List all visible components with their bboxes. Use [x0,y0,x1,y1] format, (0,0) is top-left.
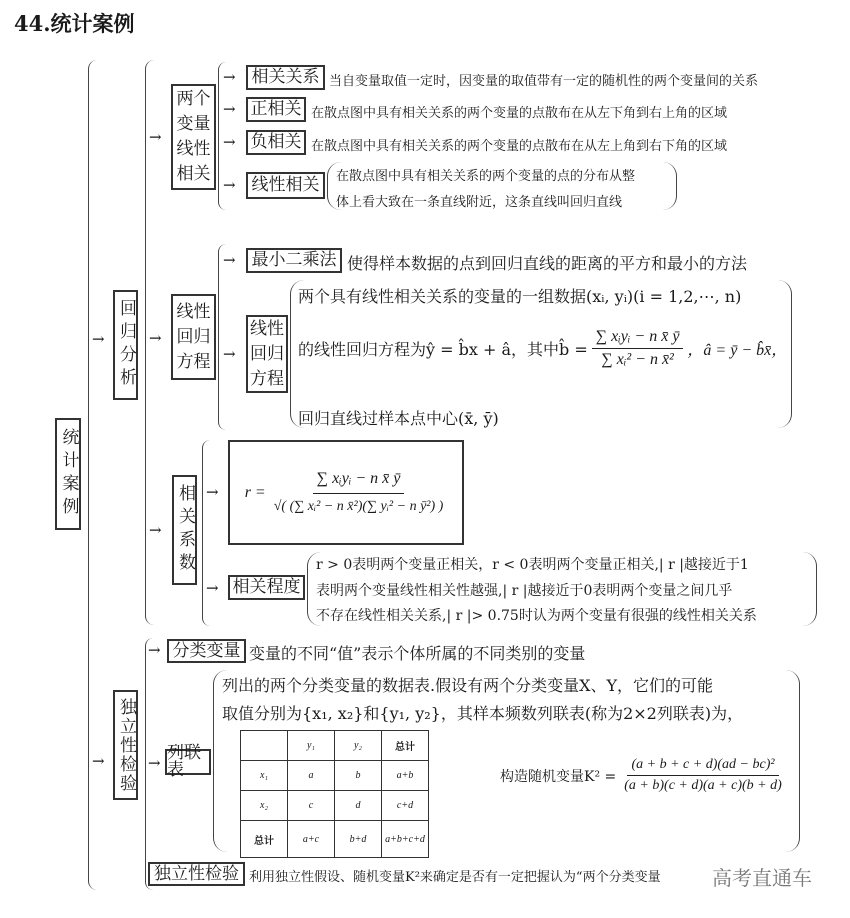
term-desc: 在散点图中具有相关关系的两个变量的点散布在从左下角到右上角的区域 [311,106,728,121]
degree-line: 不存在线性相关关系,| r |> 0.75时认为两个变量有很强的线性相关关系 [316,608,757,624]
r-fraction [270,471,448,514]
arrow-icon: → [92,330,105,348]
table-cell: a+c [288,821,335,858]
term-box [167,639,246,663]
r-formula-box [228,440,464,545]
table-cell: 总计 [241,821,288,858]
table-row [241,791,429,821]
table-cell: 总计 [382,731,429,761]
term-label: 线性回归方程 [250,318,284,389]
table-cell: y₁ [288,731,335,761]
table-cell: a [288,761,335,791]
b-hat-numerator: ∑ xᵢyᵢ − n x̄ ȳ [592,328,684,349]
group3-brace [202,440,210,626]
linear-correlation-label: 两个变量线性相关 [176,89,211,184]
table-cell: b+d [335,821,382,858]
term-box [228,575,305,600]
b-hat-fraction [592,328,684,369]
term-label: 线性相关 [251,175,320,195]
contingency-line: 取值分别为{x₁, x₂}和{y₁, y₂}，其样本频数列联表(称为2×2列联表)为， [222,704,744,723]
equation-line-2 [298,328,787,369]
term-label: 分类变量 [172,640,241,661]
table-cell: y₂ [335,731,382,761]
independence-label: 独立性检验 [116,697,136,793]
k2-fraction [620,757,786,794]
term-desc: 在散点图中具有相关关系的两个变量的点散布在从左上角到右下角的区域 [311,139,728,154]
r-numerator: ∑ xᵢyᵢ − n x̄ ȳ [313,471,405,494]
k2-denominator: (a + b)(c + d)(a + c)(b + d) [624,778,782,793]
term-label: 列联表 [167,743,201,780]
a-hat-formula: ，â = ȳ − b̂x̄， [687,342,788,359]
watermark: 高考直通车 [712,862,812,891]
term-box [246,248,342,273]
table-row [241,761,429,791]
term-label: 正相关 [250,99,302,119]
term-desc: 变量的不同“值”表示个体所属的不同类别的变量 [249,644,586,663]
equation-prefix: 的线性回归方程为ŷ = b̂x + â，其中b̂ = [298,340,588,359]
r-prefix: r = [244,483,266,501]
table-header-row [241,731,429,761]
table-cell [241,731,288,761]
term-desc: 体上看大致在一条直线附近，这条直线叫回归直线 [336,195,623,210]
regression-label: 回归分析 [116,299,136,391]
term-desc: 在散点图中具有相关关系的两个变量的点的分布从整 [336,169,636,184]
page-title: 44.统计案例 [14,11,135,36]
term-box [246,65,325,90]
arrow-icon: → [149,521,162,539]
b-hat-denominator: ∑ xᵢ² − n x̄² [601,351,674,368]
regression-node [113,290,138,400]
arrow-icon: → [92,752,105,770]
term-label: 相关程度 [232,577,301,597]
arrow-icon: → [223,345,236,363]
equation-line-1: 两个具有线性相关关系的变量的一组数据(xᵢ, yᵢ)(i = 1,2,⋯, n) [298,287,742,306]
k2-numerator: (a + b + c + d)(ad − bc)² [627,757,778,776]
arrow-icon: → [206,579,219,597]
arrow-icon: → [149,329,162,347]
term-label: 负相关 [250,132,302,152]
term-box [165,743,211,780]
k2-prefix: 构造随机变量K² = [500,768,617,785]
arrow-icon: → [223,68,236,86]
contingency-table [240,730,429,858]
group2-brace [218,244,226,430]
root-label: 统计案例 [58,428,79,520]
term-desc: 利用独立性假设、随机变量K²来确定是否有一定把握认为“两个分类变量 [249,870,661,885]
linear-correlation-node [171,84,216,190]
degree-line: 表明两个变量线性相关性越强,| r |越接近于0表明两个变量之间几乎 [316,583,733,599]
term-box [246,172,325,199]
term-desc: 使得样本数据的点到回归直线的距离的平方和最小的方法 [347,254,748,273]
arrow-icon: → [149,128,162,146]
arrow-icon: → [223,133,236,151]
term-box [246,315,288,393]
table-cell: d [335,791,382,821]
term-label: 相关关系 [251,67,320,87]
correlation-coefficient-node [172,475,197,585]
independence-node [113,690,138,800]
table-cell: x₁ [241,761,288,791]
r-denominator: √( (∑ xᵢ² − n x̄²)(∑ yᵢ² − n ȳ²) ) [273,499,444,514]
table-cell: a+b+c+d [382,821,429,858]
k2-formula [500,757,786,794]
term-label: 最小二乘法 [251,250,337,270]
term-box [148,862,245,886]
correlation-coefficient-label: 相关系数 [175,484,195,576]
arrow-icon: → [148,754,161,772]
arrow-icon: → [223,176,236,194]
arrow-icon: → [223,100,236,118]
term-box [246,97,306,122]
arrow-icon: → [206,483,219,501]
degree-line: r > 0表明两个变量正相关，r < 0表明两个变量正相关,| r |越接近于1 [316,557,749,573]
regression-equation-node [171,294,216,380]
table-cell: x₂ [241,791,288,821]
term-box [246,130,306,155]
table-cell: b [335,761,382,791]
table-cell: a+b [382,761,429,791]
table-cell: c [288,791,335,821]
contingency-line: 列出的两个分类变量的数据表.假设有两个分类变量X、Y，它们的可能 [222,676,714,695]
table-cell: c+d [382,791,429,821]
term-label: 独立性检验 [154,863,239,884]
table-row [241,821,429,858]
term-desc: 当自变量取值一定时，因变量的取值带有一定的随机性的两个变量间的关系 [329,74,759,89]
arrow-icon: → [223,251,236,269]
root-node [55,418,81,530]
equation-line-3: 回归直线过样本点中心(x̄, ȳ) [298,409,499,428]
regression-equation-label: 线性回归方程 [176,301,211,372]
arrow-icon: → [148,641,161,659]
